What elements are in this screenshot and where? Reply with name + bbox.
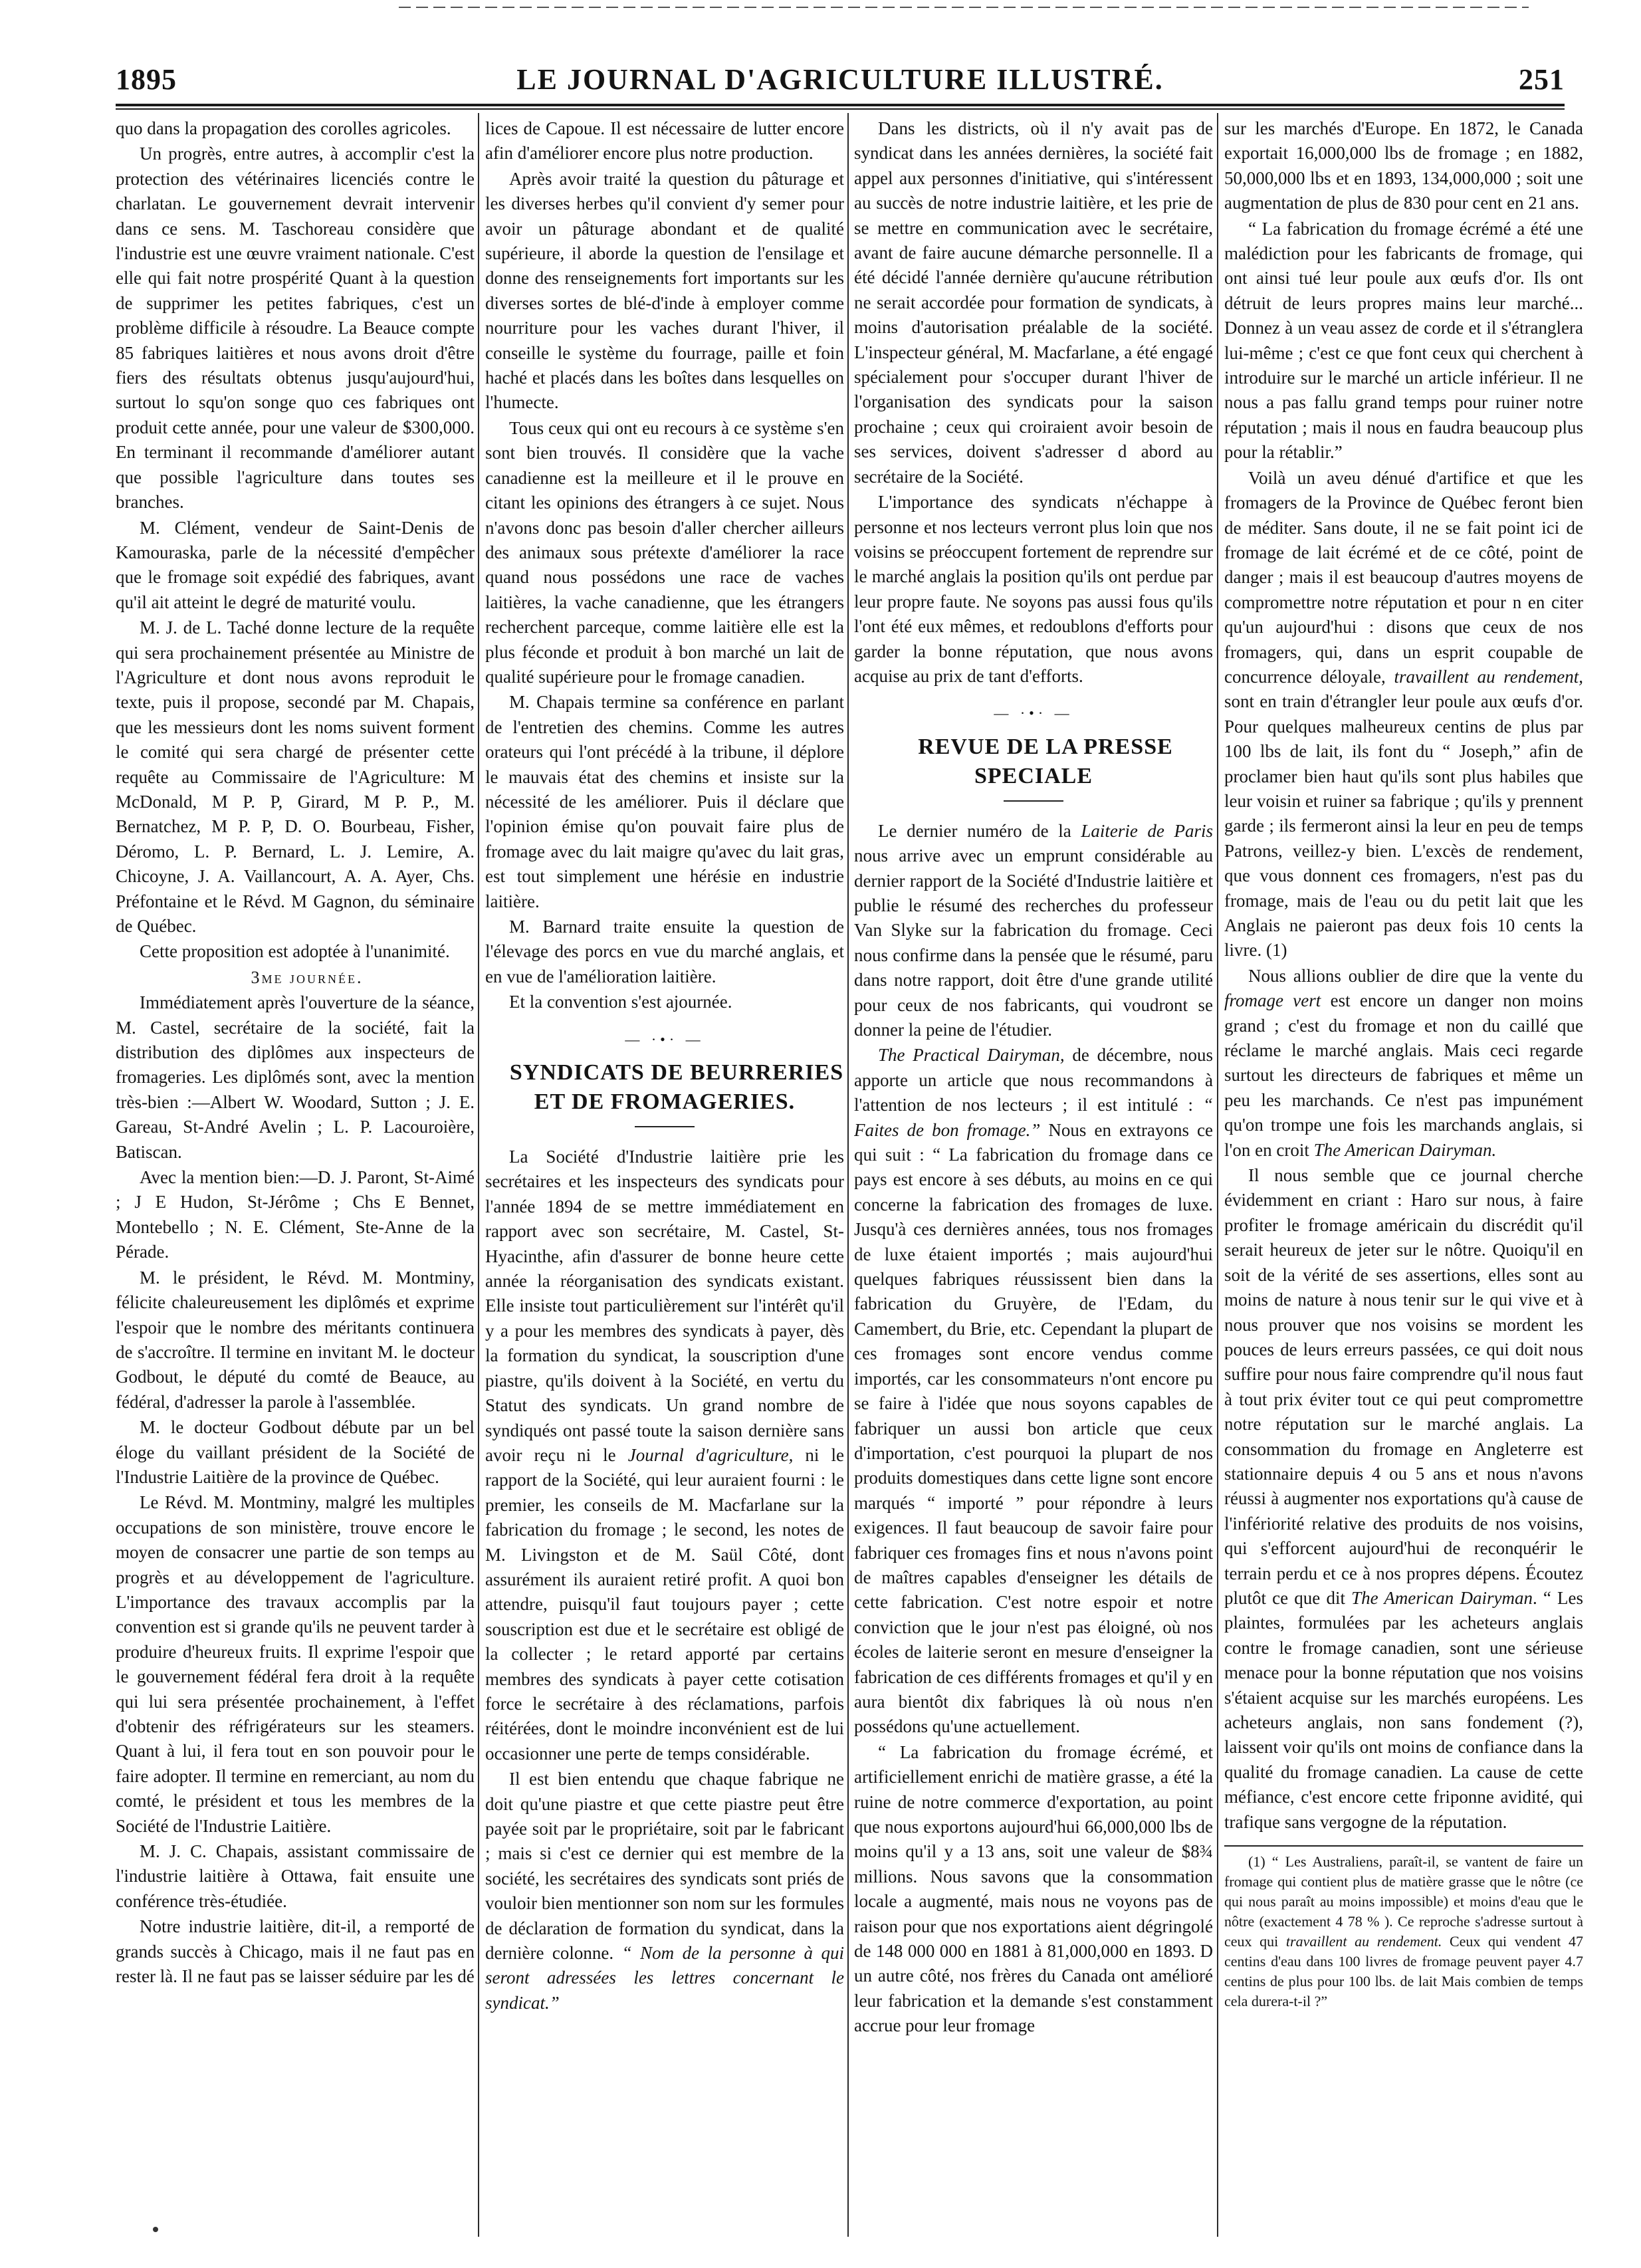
paragraph: Tous ceux qui ont eu recours à ce système s'en sont bien trouvés. Il considère que la vache canadienne est la meilleure et il le prouve en citant les opinions des étrangers à ce sujet. Nous n'avons donc pas besoin d'aller chercher ailleurs des animaux sous prétexte d'améliorer la race quand nous possédons une race de vaches laitières, la vache canadienne, que les étrangers recherchent parceque, comme laitière elle est la plus féconde et produit à bon marché un lait de qualité supérieure pour le fromage canadien.	[485, 417, 844, 687]
paragraph: M. J. de L. Taché donne lecture de la requête qui sera prochainement présentée au Ministre de l'Agriculture et dont nous avons reproduit le texte, puis il propose, secondé par M. Chapais, que les messieurs dont les noms suivent forment le comité qui sera chargé de présenter cette requête au Commissaire de l'Agriculture: M McDonald, M P. P, Girard, M P. P., M. Bernatchez, M P. P, D. O. Bourbeau, Fisher, Déromo, L. P. Bernard, L. J. Lemire, A. Chicoyne, J. A. Vaillancourt, A. A. Ayer, Chs. Préfontaine et le Révd. M Gagnon, du séminaire de Québec.	[116, 618, 475, 936]
paragraph	[485, 1145, 844, 1766]
journal-name: Journal d'agriculture,	[627, 1444, 794, 1465]
paragraph: Le Révd. M. Montminy, malgré les multiples occupations de son ministère, trouve encore le moyen de consacrer une partie de son temps au progrès et au développement de l'agriculture. L'importance des travaux accomplis par la convention est si grande qu'ils ne peuvent tarder à produire d'heureux fruits. Il exprime l'espoir que le gouvernement fédéral fera droit à la requête qui lui sera présentée prochainement, à l'effet d'obtenir des réfrigérateurs sur les steamers. Quant à lui, il fera tout en son pouvoir pour le faire adopter. Il termine en remerciant, au nom du comté, le président et tous les membres de la Société de l'Industrie Laitière.	[116, 1492, 475, 1836]
paragraph: Cette proposition est adoptée à l'unanimité.	[140, 941, 450, 962]
paragraph	[485, 1767, 844, 2015]
column-divider	[478, 113, 479, 2237]
subheading-third-day: 3me journée.	[251, 967, 364, 987]
section-title-syndicats: SYNDICATS DE BEURRERIES ET DE FROMAGERIES.	[509, 1060, 844, 1115]
journal-name: Laiterie de Paris	[1081, 820, 1213, 841]
text-run: (1) “ Les Australiens, paraît-il, se vantent de faire un fromage qui contient plus de matière grasse que le nôtre (ce qui nous paraît au moins impossible) et moins d'eau que le nôtre (exactement 4 78 % ). Ce reproche s'adresse surtout à ceux qui	[1224, 1853, 1583, 1950]
paragraph: Avec la mention bien:—D. J. Paront, St-Aimé ; J E Hudon, St-Jérôme ; Chs E Bennet, Montebello ; N. E. Clément, Ste-Anne de la Pérade.	[116, 1167, 475, 1262]
text-run: Voilà un aveu dénué d'artifice et que les fromagers de la Province de Québec feront bien de méditer. Sans doute, il ne se fait point ici de fromage de lait écrémé et de ce côté, point de danger ; mais il est beaucoup d'autres moyens de compromettre notre réputation et pour n en citer qu'un aujourd'hui : disons que ceux de nos fromagers, qui, dans un esprit coupable de concurrence déloyale,	[1224, 467, 1583, 687]
text-run: sont en train d'étrangler leur poule aux œufs d'or. Pour quelques malheureux centins de plus par 100 lbs de lait, ils font du “ Joseph,” afin de proclamer bien haut qu'ils sont plus habiles que leur voisin et ruiner sa fabrique ; qu'ils y prennent garde ; ils fermeront ainsi la leur en peu de temps Patrons, veillez-y bien. L'excès de rendement, que vous donnent ces fromagers, n'est pas du fromage, mais de l'eau ou du petit lait que les Anglais ne paieront pas deux fois 10 cents la livre. (1)	[1224, 691, 1583, 961]
column-1	[116, 116, 475, 2233]
scan-edge-line	[399, 7, 1529, 8]
paragraph: M. Barnard traite ensuite la question de l'élevage des porcs en vue du marché anglais, et en vue de l'amélioration laitière.	[485, 917, 844, 986]
header-year: 1895	[116, 63, 177, 96]
text-run: Ceux qui vendent 47 centins d'eau dans 100 livres de fromage peuvent payer 4.7 centins de plus pour 100 lbs. de lait Mais combien de temps cela durera-t-il ?”	[1224, 1933, 1583, 2010]
text-run: Nous en extrayons ce qui suit : “ La fabrication du fromage dans ce pays est encore à ses débuts, au moins en ce qui concerne la fabrication des fromages de luxe. Jusqu'à ces dernières années, tous nos fromages de luxe étaient importés ; mais aujourd'hui quelques fabriques réussissent bien dans la fabrication du Gruyère, de l'Edam, du Camembert, du Brie, etc. Cependant la plupart de ces fromages sont encore vendus comme importés, car les consommateurs n'ont encore pu se faire à l'idée que nous soyons capables de fabriquer un aussi bon article que ceux d'importation, c'est pourquoi la plupart de nos produits domestiques dans cette ligne sont encore marqués “ importé ” pour répondre à leurs exigences. Il faut beaucoup de savoir faire pour fabriquer ces fromages fins et nous n'avons point de maîtres capables d'enseigner les détails de cette fabrication. C'est notre espoir et notre conviction que le jour n'est pas éloigné, où nos écoles de laiterie seront en mesure d'enseigner la fabrication de ces différents fromages et qu'il y en aura bientôt dix fabriques là où nous n'en possédons qu'une actuellement.	[854, 1119, 1213, 1737]
paragraph: lices de Capoue. Il est nécessaire de lutter encore afin d'améliorer encore plus notre production.	[485, 118, 844, 164]
text-run: de décembre, nous apporte un article que nous recommandons à l'attention de nos lecteurs ; il est intitulé :	[854, 1045, 1213, 1115]
header-rule-thin	[116, 108, 1565, 110]
paragraph	[1224, 1163, 1583, 1835]
paragraph: Après avoir traité la question du pâturage et les diverses herbes qu'il convient d'y semer pour avoir un pâturage abondant et de qualité supérieure, il aborde la question de l'ensilage et donne des renseignements fort importants sur les diverses sortes de blé-d'inde à employer comme nourriture pour les vaches durant l'hiver, il conseille le système du fourrage, paille et foin haché et placés dans les boîtes dans lesquelles on l'humecte.	[485, 168, 844, 413]
column-3	[854, 116, 1213, 2233]
text-run: Il est bien entendu que chaque fabrique ne doit qu'une piastre et que cette piastre peut être payée soit par le propriétaire, soit par le fabricant ; mais si c'est ce dernier qui est membre de la société, les secrétaires des syndicats sont priés de vouloir bien mentionner son nom sur les formules de déclaration de formation du syndicat, dans la dernière colonne.	[485, 1769, 844, 1964]
paragraph: M. le docteur Godbout débute par un bel éloge du vaillant président de la Société de l'Industrie Laitière de la province de Québec.	[116, 1417, 475, 1487]
column-divider	[847, 113, 849, 2237]
text-run: Le dernier numéro de la	[878, 820, 1071, 841]
title-rule	[1004, 800, 1063, 802]
text-run: nous arrive avec un emprunt considérable au dernier rapport de la Société d'Industrie laitière et publie le résumé des recherches du professeur Van Slyke sur la fabrication du fromage. Ceci nous confirme dans la pensée que le résumé, paru dans notre rapport, doit être d'une grande utilité pour ceux de nos fabricants, qui voudront se donner la peine de l'étudier.	[854, 846, 1213, 1040]
paragraph	[854, 1043, 1213, 1739]
paragraph: M. Clément, vendeur de Saint-Denis de Kamouraska, parle de la nécessité d'empêcher que le fromage soit expédié des fabriques, avant qu'il ait atteint le degré de maturité voulu.	[116, 517, 475, 612]
paragraph: Immédiatement après l'ouverture de la séance, M. Castel, secrétaire de la société, fait la distribution des diplômes aux inspecteurs de fromageries. Les diplômés sont, avec la mention très-bien :—Albert W. Woodard, Sutton ; J. E. Gareau, St-André Avelin ; L. P. Lacouroière, Batiscan.	[116, 992, 475, 1162]
paragraph: M. J. C. Chapais, assistant commissaire de l'industrie laitière à Ottawa, fait ensuite une conférence très-étudiée.	[116, 1841, 475, 1911]
page-number: 251	[1519, 63, 1565, 96]
section-ornament: — ·•· —	[994, 705, 1073, 722]
text-run: ni le rapport de la Société, qui leur auraient fourni : le premier, les conseils de M. Macfarlane sur la fabrication du fromage ; le second, les notes de M. Livingston et de M. Saül Côté, dont assurément ils auraient retiré profit. A quoi bon attendre, puisqu'il faut toujours payer ; cette souscription est due et le secrétaire est obligé de la collecter ; le retard apporté par certains membres des syndicats à payer cette cotisation force le secrétaire à des réclamations, parfois réitérées, dont le moindre inconvénient est de lui occasionner une perte de temps considérable.	[485, 1444, 844, 1763]
paragraph	[854, 819, 1213, 1043]
paragraph: Et la convention s'est ajournée.	[509, 992, 732, 1012]
article-title: “ Faites de bon fromage.”	[854, 1095, 1213, 1140]
text-run: est encore un danger non moins grand ; c'est du fromage et non du caillé que réclame le marché anglais. Mais ceci regarde surtout les directeurs de fabriques et même un peu les marchands. Ce n'est pas impunément qu'on trompe une fois les marchands anglais, si l'on en croit	[1224, 990, 1583, 1160]
paragraph: “ La fabrication du fromage écrémé a été une malédiction pour les fabricants de fromage, qui ont ainsi tué leur poule aux œufs d'or. Ils ont détruit de leurs propres mains leur marché... Donnez à un veau assez de corde et il s'étranglera lui-même ; c'est ce que font ceux qui cherchent à introduire sur le marché un article inférieur. Il ne nous a pas fallu grand temps pour ruiner notre réputation ; mais il nous en faudra beaucoup plus pour la rétablir.”	[1224, 218, 1583, 463]
paragraph: L'importance des syndicats n'échappe à personne et nos lecteurs verront plus loin que nos voisins se préoccupent fortement de reprendre sur le marché anglais la position qu'ils ont perdue par leur propre faute. Ne soyons pas aussi fous qu'ils l'ont été eux mêmes, et redoublons d'efforts pour garder la bonne réputation, que nous avons acquise au prix de tant d'efforts.	[854, 492, 1213, 686]
column-divider	[1217, 113, 1218, 2237]
title-rule	[635, 1126, 695, 1127]
paragraph	[1224, 466, 1583, 963]
paragraph: quo dans la propagation des corolles agricoles.	[116, 118, 451, 138]
scan-speck	[153, 2227, 158, 2232]
header-rule	[116, 104, 1565, 106]
emphasis: travaillent au rendement,	[1394, 666, 1583, 687]
text-run: Nous allions oublier de dire que la vente du	[1248, 965, 1583, 986]
paragraph	[1224, 964, 1583, 1163]
paragraph: Un progrès, entre autres, à accomplir c'est la protection des vétérinaires licenciés contre le charlatan. Le gouvernement devrait intervenir dans ce sens. M. Taschoreau considère que l'industrie est une œuvre vraiment nationale. C'est elle qui fait notre prospérité Quant à la question de supprimer les petites fabriques, c'est un problème difficile à résoudre. La Beauce compte 85 fabriques laitières et nous avons droit d'être fiers des résultats obtenus jusqu'aujourd'hui, surtout lo squ'on songe quo ces fabriques ont produit cette année, pour une valeur de $300,000. En terminant il recommande d'améliorer autant que possible l'agriculture dans toutes ses branches.	[116, 144, 475, 512]
footnote	[1224, 1852, 1583, 2011]
paragraph: “ La fabrication du fromage écrémé, et artificiellement enrichi de matière grasse, a été la ruine de notre commerce d'exportation, au point que nous exportons aujourd'hui 66,000,000 lbs de moins qu'il y a 13 ans, soit une valeur de $8¾ millions. Nous savons que la consommation locale a augmenté, mais nous ne voyons pas de raison pour que nos exportations aient dégringolé de 148 000 000 en 1881 à 81,000,000 en 1893. D un autre côté, nos frères du Canada ont amélioré leur fabrication et la demande s'est constamment accrue pour leur fromage	[854, 1742, 1213, 2036]
page-header	[116, 61, 1565, 101]
paragraph: M. Chapais termine sa conférence en parlant de l'entretien des chemins. Comme les autres orateurs qui l'ont précédé à la tribune, il déplore le mauvais état des chemins et insiste sur la nécessité de les améliorer. Puis il déclare que l'opinion émise qu'on pouvait faire plus de fromage avec du lait maigre qu'avec du lait gras, est tout simplement une hérésie en industrie laitière.	[485, 692, 844, 911]
journal-name: The American Dairyman.	[1313, 1139, 1497, 1160]
emphasis: travaillent au rendement.	[1285, 1933, 1442, 1950]
text-run: Il nous semble que ce journal cherche évidemment en criant : Haro sur nous, à faire profiter le fromage américain du discrédit qu'il serait heureux de jeter sur le nôtre. Quoiqu'il en soit de la vérité de ses assertions, elles sont au moins de nature à nous tenir sur le qui vive et à nous prouver que nos voisins se mordent les pouces de leurs erreurs passées, ce qui doit nous suffire pour nous faire comprendre qu'il nous faut à tout prix éviter tout ce qui peut compromettre notre réputation sur le marché anglais. La consommation du fromage en Angleterre est stationnaire depuis 4 ou 5 ans et nous n'avons réussi à augmenter nos exportations qu'à cause de l'infériorité relative des produits de nos voisins, qui s'efforcent aujourd'hui de reconquérir le terrain perdu et ce à nos propres dépens. Écoutez plutôt ce que dit	[1224, 1165, 1583, 1608]
text-run: . “ Les plaintes, formulées par les acheteurs anglais contre le fromage canadien, sont une sérieuse menace pour la bonne réputation que nos voisins s'étaient acquise sur les marchés européens. Les acheteurs anglais, non sans fondement (?), laissent voir qu'ils ont moins de confiance dans la qualité du fromage canadien. La cause de cette méfiance, c'est encore cette friponne avidité, qui trafique sans vergogne de la réputation.	[1224, 1587, 1583, 1832]
paragraph: Dans les districts, où il n'y avait pas de syndicat dans les années dernières, la société fait appel aux personnes d'initiative, qui s'intéressent au succès de notre industrie laitière, et les prie de se mettre en communication avec le secrétaire, avant de faire aucune démarche personnelle. Il a été décidé l'année dernière qu'aucune rétribution ne serait accordée pour formation de syndicats, à moins d'autorisation préalable de la société. L'inspecteur général, M. Macfarlane, a été engagé spécialement pour s'occuper durant l'hiver de l'organisation des syndicats pour la saison prochaine ; ceux qui croiraient avoir besoin de ses services, doivent s'adresser d abord au secrétaire de la Société.	[854, 118, 1213, 487]
journal-name: The American Dairyman	[1351, 1587, 1533, 1608]
footnote-rule	[1224, 1845, 1583, 1847]
text-run: La Société d'Industrie laitière prie les secrétaires et les inspecteurs des syndicats pour l'année 1894 de se mettre immédiatement en rapport avec son secrétaire, M. Castel, St-Hyacinthe, afin d'assurer de bonne heure cette année la réorganisation des syndicats existant. Elle insiste tout particulièrement sur l'intérêt qu'il y a pour les membres des syndicats à payer, dès la formation du syndicat, la souscription d'une piastre, qu'ils doivent à la Société, en vertu du Statut des syndicats. Un grand nombre de syndiqués ont passé toute la saison dernière sans avoir reçu ni le	[485, 1147, 844, 1465]
quoted-form-label: “ Nom de la personne à qui seront adressées les lettres concernant le syndicat.”	[485, 1943, 844, 2013]
column-4	[1224, 116, 1583, 2233]
column-2	[485, 116, 844, 2233]
emphasis: fromage vert	[1224, 990, 1321, 1011]
paragraph: sur les marchés d'Europe. En 1872, le Canada exportait 16,000,000 lbs de fromage ; en 1882, 50,000,000 lbs et en 1893, 134,000,000 ; soit une augmentation de plus de 830 pour cent en 21 ans.	[1224, 118, 1583, 213]
paragraph: M. le président, le Révd. M. Montminy, félicite chaleureusement les diplômés et exprime l'espoir que le nombre des méritants continuera de s'accroître. Il termine en invitant M. le docteur Godbout, le député du comté de Beauce, au fédéral, d'adresser la parole à l'assemblée.	[116, 1267, 475, 1412]
section-ornament: — ·•· —	[625, 1030, 705, 1048]
section-title-revue: REVUE DE LA PRESSE SPECIALE	[918, 734, 1173, 788]
journal-title: LE JOURNAL D'AGRICULTURE ILLUSTRÉ.	[516, 63, 1164, 96]
paragraph: Notre industrie laitière, dit-il, a remporté de grands succès à Chicago, mais il ne faut pas en rester là. Il ne faut pas se laisser séduire par les dé	[116, 1916, 475, 1987]
journal-name: The Practical Dairyman,	[878, 1045, 1065, 1066]
